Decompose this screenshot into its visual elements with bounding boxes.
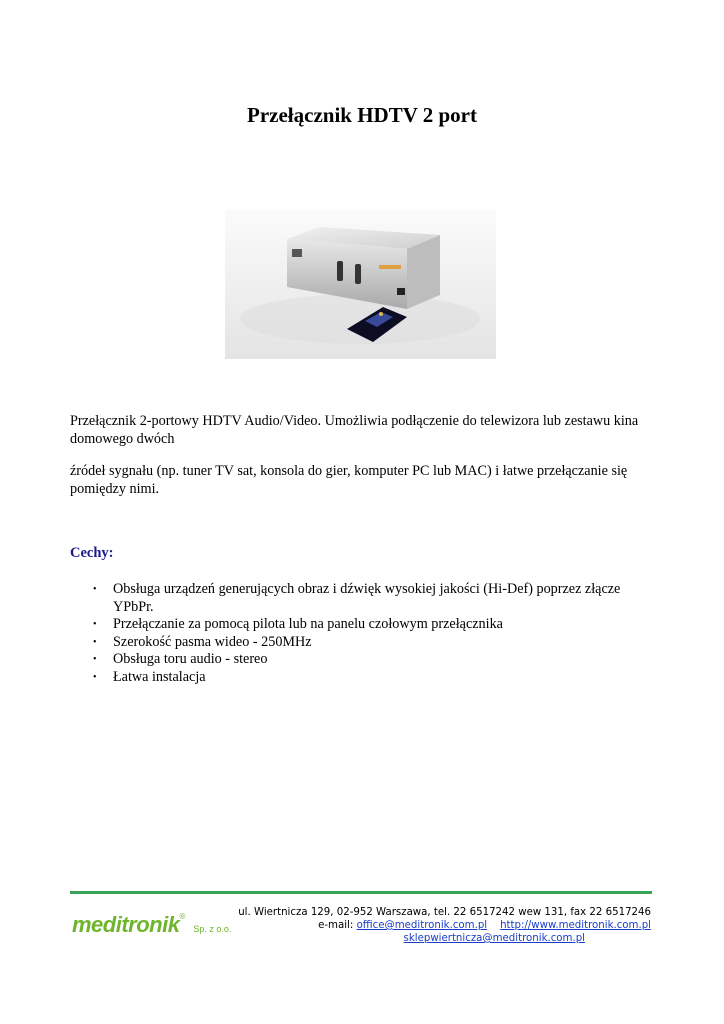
feature-text: Szerokość pasma wideo - 250MHz [113,633,312,650]
page-title: Przełącznik HDTV 2 port [247,103,477,127]
description-paragraph-2: źródeł sygnału (np. tuner TV sat, konsola do gier, komputer PC lub MAC) i łatwe przełączanie się pomiędzy nimi. [70,463,628,497]
feature-text: Obsługa urządzeń generujących obraz i dźwięk wysokiej jakości (Hi-Def) poprzez złącze YPbPr. [113,581,621,615]
feature-text: Przełączanie za pomocą pilota lub na panelu czołowym przełącznika [113,616,503,632]
list-item [93,616,653,634]
bullet-icon: • [93,671,97,683]
features-heading: Cechy: [70,545,114,561]
features-list [93,581,653,686]
footer-shop-line [238,932,585,945]
list-item [93,634,653,652]
email-label: e-mail: [318,920,354,931]
feature-text: Obsługa toru audio - stereo [113,651,268,667]
feature-text: Łatwa instalacja [113,668,206,685]
shop-email-link[interactable]: sklepwiertnicza@meditronik.com.pl [403,933,585,944]
footer-contact-line [238,919,651,932]
list-item [93,669,653,687]
list-item [93,581,653,616]
list-item [93,651,653,669]
bullet-icon: • [93,619,97,630]
bullet-icon: • [93,584,97,595]
bullet-icon: • [93,636,97,648]
website-link[interactable]: http://www.meditronik.com.pl [500,920,651,931]
footer-address: ul. Wiertnicza 129, 02-952 Warszawa, tel. 22 6517242 wew 131, fax 22 6517246 [238,907,651,918]
description-paragraph-1: Przełącznik 2-portowy HDTV Audio/Video. Umożliwia podłączenie do telewizora lub zestawu kina domowego dwóch [70,413,639,447]
logo-brand: meditronik [72,912,180,937]
bullet-icon: • [93,654,97,665]
logo-registered-mark: ® [179,912,186,921]
email-link[interactable]: office@meditronik.com.pl [356,920,488,931]
footer-divider [70,891,652,894]
logo-suffix: Sp. z o.o. [193,924,232,934]
company-logo [72,912,231,940]
product-photo [225,209,496,359]
footer-contact [238,906,651,945]
